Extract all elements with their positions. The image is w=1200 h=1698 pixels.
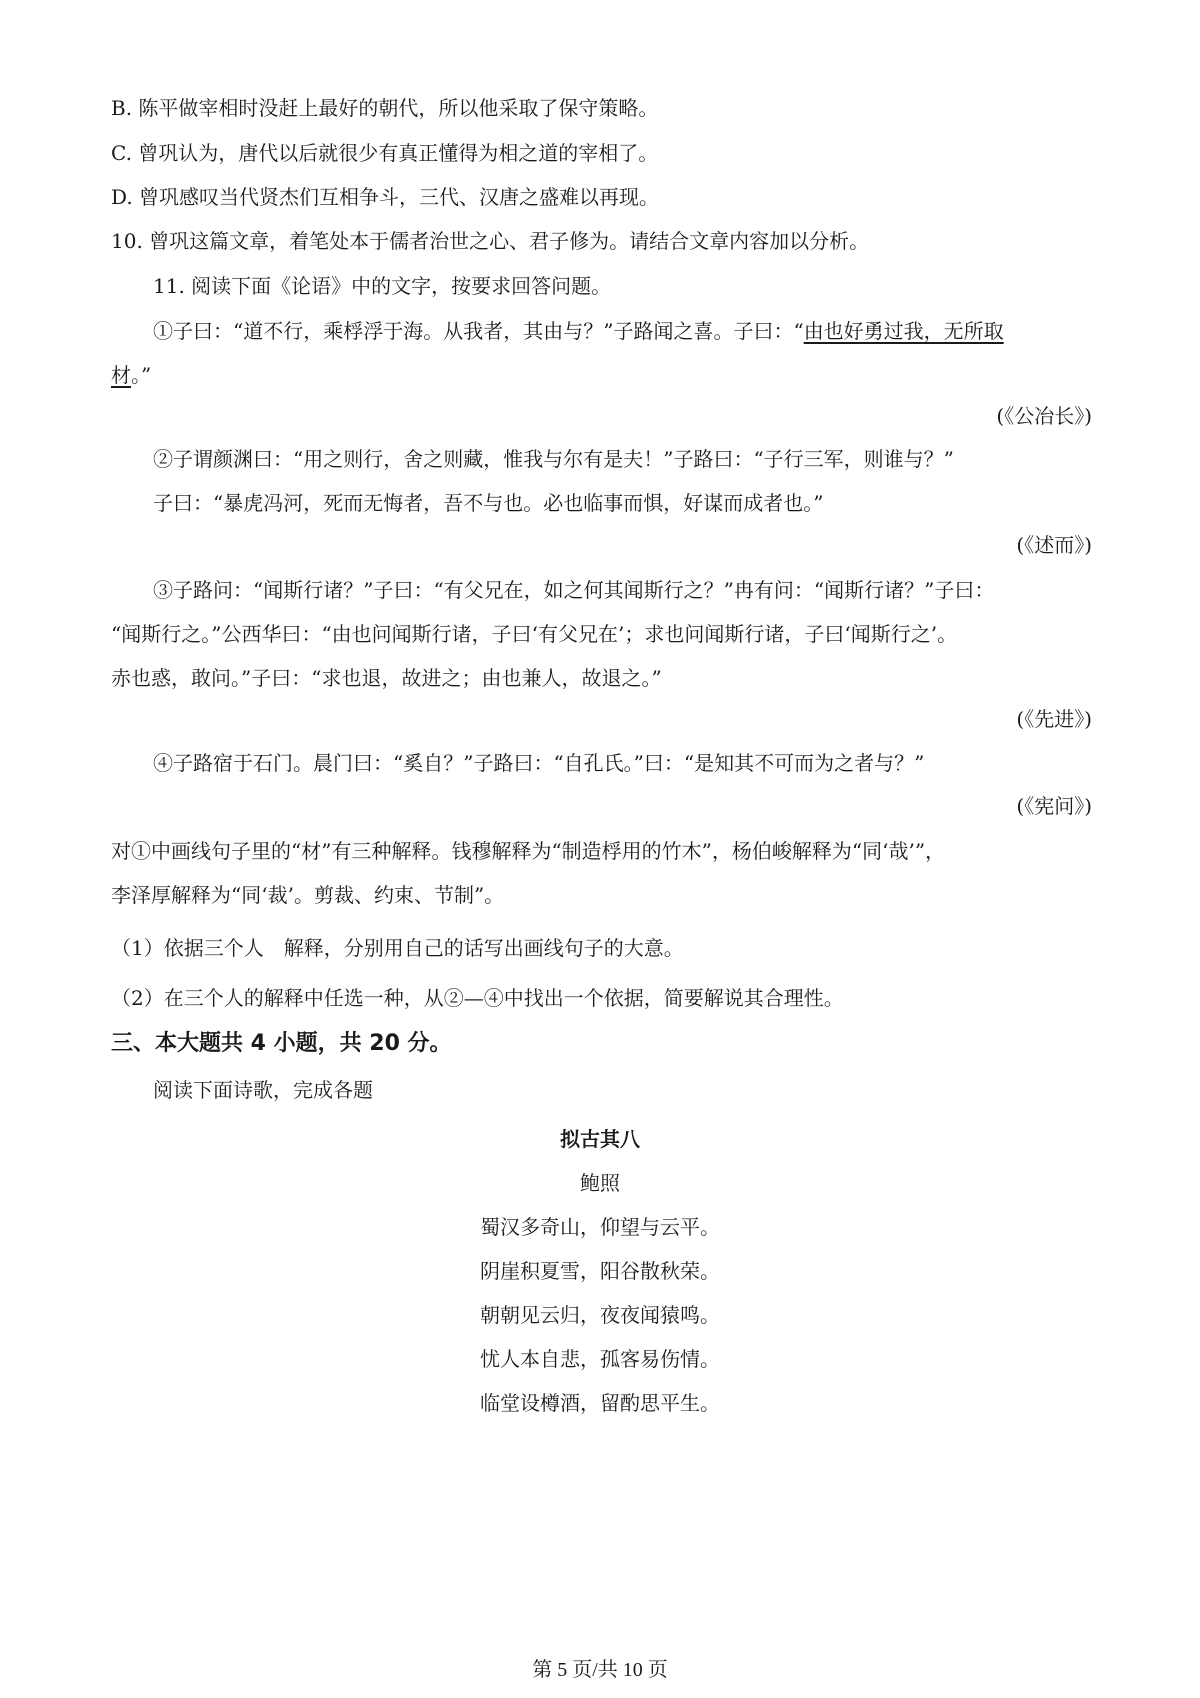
- passage-3-line-2: “闻斯行之。”公西华曰：“由也问闻斯行诸，子曰‘有父兄在’；求也问闻斯行诸，子曰‘闻斯行之’。: [111, 622, 958, 646]
- poem-line: 忧人本自悲，孤客易伤情。: [480, 1347, 720, 1371]
- source-gongyezhang: (《公冶长》): [996, 404, 1092, 428]
- passage-2-line-2: 子曰：“暴虎冯河，死而无悔者，吾不与也。必也临事而惧，好谋而成者也。”: [153, 491, 824, 515]
- question-11: 11. 阅读下面《论语》中的文字，按要求回答问题。: [153, 274, 612, 298]
- source-shuer: (《述而》): [1016, 533, 1092, 557]
- option-d: D. 曾巩感叹当代贤杰们互相争斗，三代、汉唐之盛难以再现。: [111, 185, 660, 209]
- underlined-sentence-part-2: 材: [111, 363, 131, 387]
- poem-line: 临堂设樽酒，留酌思平生。: [480, 1391, 720, 1415]
- source-xianjin: (《先进》): [1016, 707, 1092, 731]
- section-intro: 阅读下面诗歌，完成各题: [153, 1078, 373, 1102]
- note-line-2: 李泽厚解释为“同‘裁’。剪裁、约束、节制”。: [111, 883, 505, 907]
- passage-3-line-3: 赤也惑，敢问。”子曰：“求也退，故进之；由也兼人，故退之。”: [111, 666, 662, 690]
- passage-1-text: ①子曰：“道不行，乘桴浮于海。从我者，其由与？”子路闻之喜。子曰：“: [153, 319, 804, 343]
- poem-author: 鲍照: [580, 1171, 620, 1195]
- option-c: C. 曾巩认为，唐代以后就很少有真正懂得为相之道的宰相了。: [111, 141, 659, 165]
- passage-1-line-2: [111, 362, 151, 388]
- page-footer: 第 5 页/共 10 页: [532, 1659, 668, 1681]
- sub-question-1: （1）依据三个人 解释，分别用自己的话写出画线句子的大意。: [111, 936, 684, 960]
- passage-2-line-1: ②子谓颜渊曰：“用之则行，舍之则藏，惟我与尔有是夫！”子路曰：“子行三军，则谁与？”: [153, 447, 954, 471]
- option-b: B. 陈平做宰相时没赶上最好的朝代，所以他采取了保守策略。: [111, 96, 659, 120]
- passage-3-line-1: ③子路问：“闻斯行诸？”子曰：“有父兄在，如之何其闻斯行之？”冉有问：“闻斯行诸？”子曰：: [153, 578, 995, 602]
- sub-question-2: （2）在三个人的解释中任选一种，从②—④中找出一个依据，简要解说其合理性。: [111, 986, 844, 1010]
- question-10: 10. 曾巩这篇文章，着笔处本于儒者治世之心、君子修为。请结合文章内容加以分析。: [111, 229, 870, 253]
- passage-1-line-1: [153, 318, 1004, 344]
- poem-line: 蜀汉多奇山，仰望与云平。: [480, 1215, 720, 1239]
- passage-1-end: 。”: [131, 363, 152, 387]
- section-heading: 三、本大题共 4 小题，共 20 分。: [111, 1031, 452, 1056]
- poem-title: 拟古其八: [560, 1127, 640, 1151]
- poem-line: 朝朝见云归，夜夜闻猿鸣。: [480, 1303, 720, 1327]
- poem-line: 阴崖积夏雪，阳谷散秋荣。: [480, 1259, 720, 1283]
- passage-4-line-1: ④子路宿于石门。晨门曰：“奚自？”子路曰：“自孔氏。”曰：“是知其不可而为之者与？”: [153, 751, 925, 775]
- source-xianwen: (《宪问》): [1016, 794, 1092, 818]
- underlined-sentence-part-1: 由也好勇过我，无所取: [803, 319, 1004, 343]
- note-line-1: 对①中画线句子里的“材”有三种解释。钱穆解释为“制造桴用的竹木”，杨伯峻解释为“同‘哉’”，: [111, 839, 946, 863]
